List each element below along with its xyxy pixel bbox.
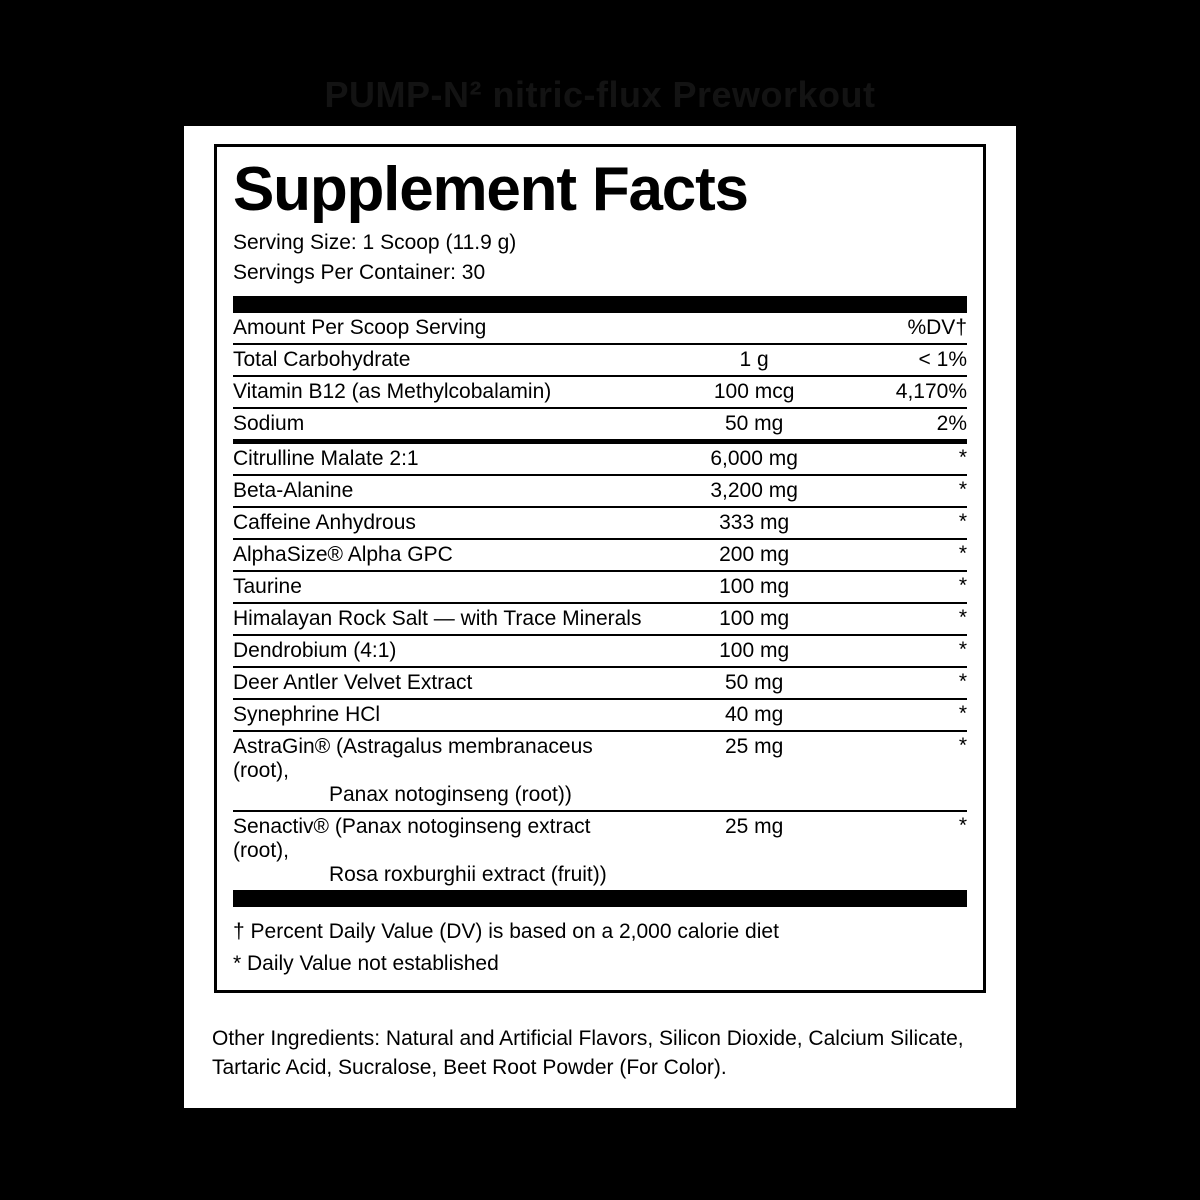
table-row <box>233 731 967 811</box>
nutrient-amount: 100 mg <box>644 571 864 603</box>
nutrient-name-line1: AstraGin® (Astragalus membranaceus (root), <box>233 734 593 782</box>
amount-per-serving-header: Amount Per Scoop Serving <box>233 313 644 344</box>
nutrient-dv: * <box>864 667 967 699</box>
table-row <box>233 699 967 731</box>
nutrient-dv: 2% <box>864 408 967 442</box>
footer-bar-divider <box>233 890 967 907</box>
table-row <box>233 539 967 571</box>
nutrient-amount: 25 mg <box>724 814 784 838</box>
nutrient-name: Dendrobium (4:1) <box>233 635 644 667</box>
table-row <box>233 571 967 603</box>
table-row <box>233 344 967 376</box>
supplement-facts-box <box>214 144 986 993</box>
nutrient-name <box>233 731 644 811</box>
nutrient-amount: 3,200 mg <box>644 475 864 507</box>
product-title: PUMP-N² nitric-flux Preworkout <box>324 74 876 115</box>
nutrient-dv: * <box>864 539 967 571</box>
nutrient-amount: 100 mg <box>644 635 864 667</box>
nutrient-amount: 333 mg <box>644 507 864 539</box>
nutrient-name: Synephrine HCl <box>233 699 644 731</box>
table-row <box>233 475 967 507</box>
supplement-facts-panel <box>184 126 1016 1108</box>
nutrient-amount: 50 mg <box>644 408 864 442</box>
nutrient-name <box>233 811 644 890</box>
nutrient-amount: 6,000 mg <box>644 441 864 475</box>
amount-header-spacer <box>644 313 864 344</box>
nutrient-name: Caffeine Anhydrous <box>233 507 644 539</box>
nutrient-name: Citrulline Malate 2:1 <box>233 441 644 475</box>
nutrient-amount: 1 g <box>644 344 864 376</box>
nutrient-dv: * <box>864 507 967 539</box>
nutrient-name: Beta-Alanine <box>233 475 644 507</box>
nutrient-dv: * <box>864 635 967 667</box>
table-header-row <box>233 313 967 344</box>
nutrient-name: AlphaSize® Alpha GPC <box>233 539 644 571</box>
table-row <box>233 507 967 539</box>
other-ingredients-text: Other Ingredients: Natural and Artificial Flavors, Silicon Dioxide, Calcium Silicate, Tartaric Acid, Sucralose, Beet Root Powder (For Color). <box>212 1027 964 1080</box>
footnote-not-established: * Daily Value not established <box>233 952 499 976</box>
serving-size-line: Serving Size: 1 Scoop (11.9 g) <box>233 231 517 255</box>
nutrient-name-line1: Senactiv® (Panax notoginseng extract (root), <box>233 814 591 862</box>
nutrient-dv: < 1% <box>864 344 967 376</box>
nutrient-dv: * <box>958 813 967 837</box>
nutrient-amount: 100 mg <box>644 603 864 635</box>
nutrient-name: Total Carbohydrate <box>233 344 644 376</box>
nutrient-name: Sodium <box>233 408 644 442</box>
footnote-daily-value: † Percent Daily Value (DV) is based on a 2,000 calorie diet <box>233 919 779 943</box>
table-row <box>233 376 967 408</box>
table-row <box>233 441 967 475</box>
nutrient-dv: * <box>864 699 967 731</box>
nutrient-name: Taurine <box>233 571 644 603</box>
nutrient-amount: 100 mcg <box>644 376 864 408</box>
nutrient-amount: 25 mg <box>644 731 864 811</box>
nutrient-amount: 200 mg <box>644 539 864 571</box>
table-row <box>233 408 967 442</box>
header-bar-divider <box>233 296 967 313</box>
nutrient-dv: 4,170% <box>864 376 967 408</box>
nutrient-name-line2: Rosa roxburghii extract (fruit)) <box>329 862 607 886</box>
table-row <box>233 667 967 699</box>
nutrient-name: Himalayan Rock Salt — with Trace Minerals <box>233 603 644 635</box>
supplement-facts-heading: Supplement Facts <box>233 155 748 224</box>
nutrient-name-line2: Panax notoginseng (root)) <box>329 782 572 806</box>
servings-per-container-line: Servings Per Container: 30 <box>233 260 486 284</box>
nutrient-dv: * <box>864 731 967 811</box>
nutrient-dv: * <box>864 475 967 507</box>
nutrients-table <box>233 313 967 890</box>
nutrient-dv: * <box>864 603 967 635</box>
nutrient-name: Vitamin B12 (as Methylcobalamin) <box>233 376 644 408</box>
nutrient-amount: 40 mg <box>644 699 864 731</box>
nutrient-name: Deer Antler Velvet Extract <box>233 667 644 699</box>
nutrient-dv: * <box>864 571 967 603</box>
table-row <box>233 603 967 635</box>
nutrient-dv: * <box>864 441 967 475</box>
daily-value-header: %DV† <box>864 313 967 344</box>
table-row <box>233 635 967 667</box>
nutrient-amount: 50 mg <box>644 667 864 699</box>
table-row <box>233 811 967 890</box>
